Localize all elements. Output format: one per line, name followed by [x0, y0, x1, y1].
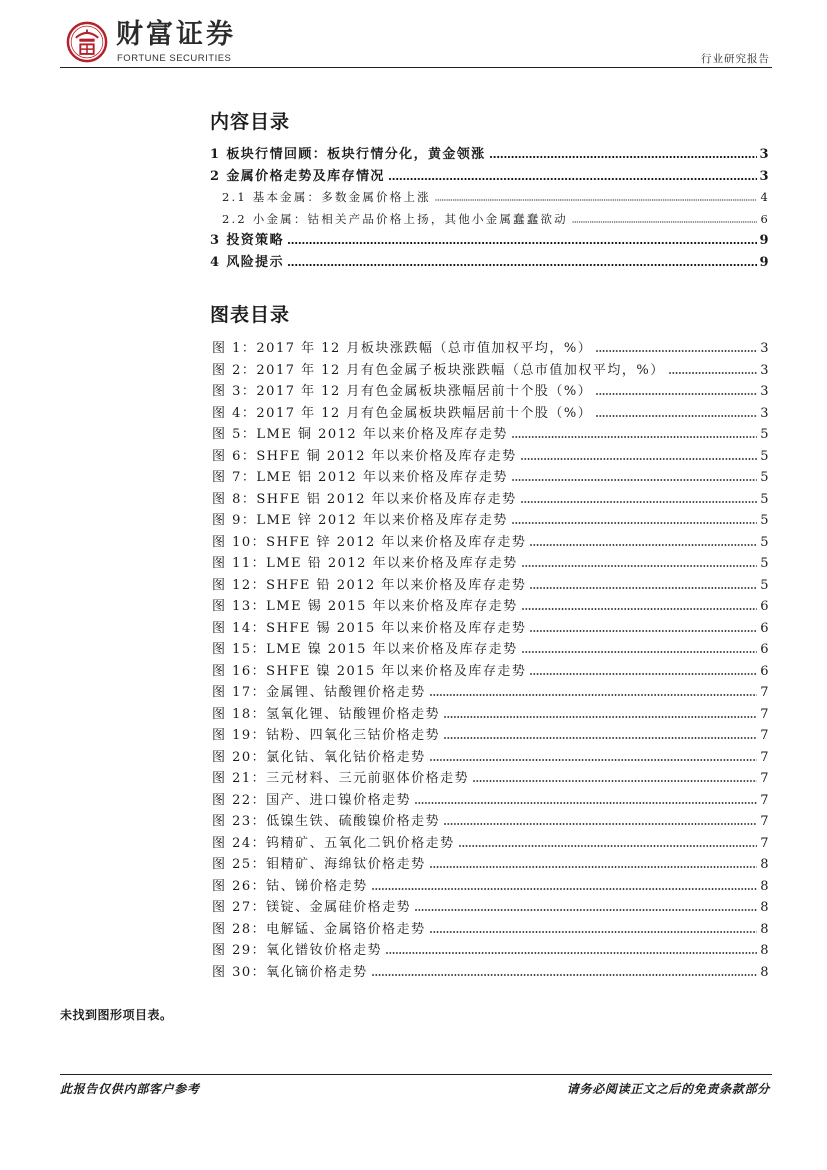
- toc-entry-label: 2.2 小金属：钴相关产品价格上扬，其他小金属蠢蠢欲动: [222, 211, 568, 226]
- figure-entry[interactable]: [212, 661, 770, 683]
- figure-entry-page: 8: [760, 857, 770, 872]
- toc-entry-page: 4: [760, 190, 770, 204]
- leader-dots: [444, 823, 757, 825]
- figure-entry-page: 5: [760, 556, 770, 571]
- figure-entry-page: 5: [760, 491, 770, 507]
- leader-dots: [521, 458, 758, 460]
- leader-dots: [596, 350, 757, 352]
- footer-divider: [60, 1074, 772, 1075]
- toc-title: 内容目录: [210, 111, 291, 133]
- figure-entry-label: 图 12：SHFE 铅 2012 年以来价格及库存走势: [212, 577, 527, 593]
- figure-entry-label: 图 14：SHFE 锡 2015 年以来价格及库存走势: [212, 620, 527, 636]
- leader-dots: [596, 393, 757, 395]
- figure-entry[interactable]: [212, 510, 770, 532]
- figure-entry-label: 图 24：钨精矿、五氧化二钒价格走势: [212, 835, 455, 851]
- toc-entry[interactable]: [210, 144, 770, 166]
- figure-entry-page: 5: [760, 448, 770, 464]
- figure-entry[interactable]: [212, 618, 770, 640]
- missing-table-notice: 未找到图形项目表。: [60, 1008, 173, 1022]
- leader-dots: [430, 759, 758, 761]
- figure-entry-page: 3: [760, 362, 770, 378]
- figure-entry[interactable]: [212, 811, 770, 833]
- leader-dots: [430, 694, 758, 696]
- toc-entry-label: 1 板块行情回顾：板块行情分化，黄金领涨: [210, 147, 486, 162]
- figure-entry-page: 7: [760, 749, 770, 765]
- figure-list-title: 图表目录: [210, 304, 291, 326]
- figure-entry-label: 图 8：SHFE 铝 2012 年以来价格及库存走势: [212, 491, 517, 507]
- toc-entry-page: 9: [759, 233, 770, 248]
- figure-entry-label: 图 1：2017 年 12 月板块涨跌幅（总市值加权平均，%）: [212, 341, 593, 356]
- figure-entry-label: 图 23：低镍生铁、硫酸镍价格走势: [212, 814, 441, 829]
- figure-entry[interactable]: [212, 596, 770, 618]
- footer-distribution-note: 此报告仅供内部客户参考: [60, 1082, 200, 1096]
- fortune-securities-logo-icon: [66, 21, 108, 63]
- toc-entry[interactable]: [210, 230, 770, 252]
- figure-entry-label: 图 29：氧化镨钕价格走势: [212, 943, 383, 958]
- leader-dots: [430, 866, 758, 868]
- leader-dots: [530, 630, 757, 632]
- figure-entry-label: 图 19：钴粉、四氧化三钴价格走势: [212, 728, 441, 743]
- figure-entry-label: 图 17：金属锂、钴酸锂价格走势: [212, 685, 426, 700]
- figure-entry-label: 图 3：2017 年 12 月有色金属板块涨幅居前十个股（%）: [212, 384, 593, 399]
- figure-entry-page: 8: [760, 964, 770, 980]
- figure-entry-label: 图 28：电解锰、金属铬价格走势: [212, 921, 426, 937]
- figure-entry[interactable]: [212, 940, 770, 962]
- leader-dots: [415, 909, 757, 911]
- figure-entry[interactable]: [212, 854, 770, 876]
- figure-entry-label: 图 11：LME 铅 2012 年以来价格及库存走势: [212, 556, 518, 571]
- figure-entry-page: 8: [760, 943, 770, 958]
- figure-entry[interactable]: [212, 768, 770, 790]
- figure-entry-label: 图 22：国产、进口镍价格走势: [212, 792, 412, 808]
- figure-entry-page: 5: [760, 470, 770, 485]
- figure-entry-label: 图 27：镁锭、金属硅价格走势: [212, 900, 412, 915]
- figure-entry[interactable]: [212, 575, 770, 597]
- figure-entry-label: 图 25：钼精矿、海绵钛价格走势: [212, 857, 426, 872]
- figure-entry-page: 5: [760, 534, 770, 550]
- leader-dots: [372, 974, 758, 976]
- figure-entry[interactable]: [212, 446, 770, 468]
- footer-disclaimer-note: 请务必阅读正文之后的免责条款部分: [566, 1082, 770, 1096]
- figure-entry[interactable]: [212, 532, 770, 554]
- figure-entry-page: 6: [760, 599, 770, 614]
- figure-entry[interactable]: [212, 725, 770, 747]
- figure-entry[interactable]: [212, 467, 770, 489]
- leader-dots: [444, 737, 757, 739]
- figure-entry[interactable]: [212, 338, 770, 360]
- figure-entry-label: 图 20：氯化钴、氧化钴价格走势: [212, 749, 426, 765]
- leader-dots: [372, 888, 758, 890]
- report-type-label: 行业研究报告: [701, 53, 770, 65]
- figure-entry[interactable]: [212, 704, 770, 726]
- toc-entry[interactable]: [210, 252, 770, 274]
- figure-entry[interactable]: [212, 833, 770, 855]
- figure-entry-label: 图 26：钴、锑价格走势: [212, 878, 368, 894]
- toc-entry-page: 6: [760, 211, 770, 226]
- figure-entry-page: 7: [760, 728, 770, 743]
- figure-entry-page: 6: [760, 642, 770, 657]
- figure-entry-page: 5: [760, 427, 770, 442]
- figure-entry[interactable]: [212, 360, 770, 382]
- toc-entry-page: 3: [759, 168, 770, 184]
- figure-entry-page: 7: [760, 771, 770, 786]
- leader-dots: [530, 673, 757, 675]
- leader-dots: [669, 372, 757, 374]
- figure-entry-page: 7: [760, 706, 770, 722]
- figure-entry-page: 6: [760, 620, 770, 636]
- leader-dots: [288, 242, 757, 244]
- toc-entry-page: 3: [759, 147, 770, 162]
- figure-entry[interactable]: [212, 919, 770, 941]
- figure-entry-label: 图 7：LME 铝 2012 年以来价格及库存走势: [212, 470, 508, 485]
- leader-dots: [473, 780, 757, 782]
- figure-entry-page: 8: [760, 878, 770, 894]
- header-divider: [60, 67, 772, 68]
- figure-entry-page: 7: [760, 814, 770, 829]
- leader-dots: [389, 178, 757, 180]
- figure-entry-page: 7: [760, 792, 770, 808]
- figure-entry[interactable]: [212, 897, 770, 919]
- figure-entry[interactable]: [212, 639, 770, 661]
- leader-dots: [490, 156, 757, 158]
- figure-entry[interactable]: [212, 962, 770, 984]
- figure-entry[interactable]: [212, 424, 770, 446]
- figure-entry-page: 5: [760, 577, 770, 593]
- figure-entry-label: 图 2：2017 年 12 月有色金属子板块涨跌幅（总市值加权平均，%）: [212, 362, 665, 378]
- leader-dots: [415, 802, 757, 804]
- figure-entry-page: 5: [760, 513, 770, 528]
- toc-entry-label: 3 投资策略: [210, 233, 284, 248]
- figure-entry[interactable]: [212, 553, 770, 575]
- toc-entry-label: 2 金属价格走势及库存情况: [210, 168, 385, 184]
- toc-entry-page: 9: [759, 254, 770, 270]
- figure-entry-label: 图 4：2017 年 12 月有色金属板块跌幅居前十个股（%）: [212, 405, 593, 421]
- figure-entry-label: 图 6：SHFE 铜 2012 年以来价格及库存走势: [212, 448, 517, 464]
- leader-dots: [521, 501, 758, 503]
- leader-dots: [530, 544, 757, 546]
- leader-dots: [522, 565, 758, 567]
- leader-dots: [512, 436, 757, 438]
- figure-entry-label: 图 10：SHFE 锌 2012 年以来价格及库存走势: [212, 534, 527, 550]
- toc-entry-label: 4 风险提示: [210, 254, 284, 270]
- toc-entry-label: 2.1 基本金属：多数金属价格上涨: [222, 190, 431, 204]
- leader-dots: [522, 608, 758, 610]
- figure-entry-label: 图 16：SHFE 镍 2015 年以来价格及库存走势: [212, 663, 527, 679]
- figure-entry[interactable]: [212, 381, 770, 403]
- leader-dots: [530, 587, 757, 589]
- figure-entry-page: 3: [760, 341, 770, 356]
- figure-entry[interactable]: [212, 403, 770, 425]
- figure-entry-label: 图 13：LME 锡 2015 年以来价格及库存走势: [212, 599, 518, 614]
- figure-entry[interactable]: [212, 876, 770, 898]
- leader-dots: [572, 221, 758, 223]
- figure-entry-label: 图 15：LME 镍 2015 年以来价格及库存走势: [212, 642, 518, 657]
- table-of-contents: [210, 144, 770, 273]
- figure-entry-page: 8: [760, 900, 770, 915]
- figure-entry-label: 图 5：LME 铜 2012 年以来价格及库存走势: [212, 427, 508, 442]
- figure-entry-label: 图 30：氧化镝价格走势: [212, 964, 368, 980]
- figure-entry-page: 7: [760, 835, 770, 851]
- figure-entry-page: 6: [760, 663, 770, 679]
- leader-dots: [596, 415, 757, 417]
- brand-name-cn: 财富证券: [116, 19, 236, 50]
- list-of-figures: [212, 338, 770, 983]
- figure-entry[interactable]: [212, 489, 770, 511]
- figure-entry[interactable]: [212, 682, 770, 704]
- figure-entry[interactable]: [212, 790, 770, 812]
- figure-entry-page: 3: [760, 384, 770, 399]
- leader-dots: [459, 845, 758, 847]
- leader-dots: [512, 479, 757, 481]
- toc-entry[interactable]: [210, 166, 770, 188]
- leader-dots: [386, 952, 757, 954]
- figure-entry-page: 3: [760, 405, 770, 421]
- leader-dots: [444, 716, 757, 718]
- leader-dots: [435, 199, 758, 201]
- leader-dots: [522, 651, 758, 653]
- brand-name-en: FORTUNE SECURITIES: [117, 53, 232, 64]
- figure-entry-label: 图 9：LME 锌 2012 年以来价格及库存走势: [212, 513, 508, 528]
- leader-dots: [288, 264, 757, 266]
- toc-subentry[interactable]: [210, 187, 770, 209]
- figure-entry-label: 图 21：三元材料、三元前驱体价格走势: [212, 771, 470, 786]
- figure-entry-label: 图 18：氢氧化锂、钴酸锂价格走势: [212, 706, 441, 722]
- figure-entry-page: 7: [760, 685, 770, 700]
- figure-entry[interactable]: [212, 747, 770, 769]
- figure-entry-page: 8: [760, 921, 770, 937]
- leader-dots: [430, 931, 758, 933]
- leader-dots: [512, 522, 757, 524]
- toc-subentry[interactable]: [210, 209, 770, 231]
